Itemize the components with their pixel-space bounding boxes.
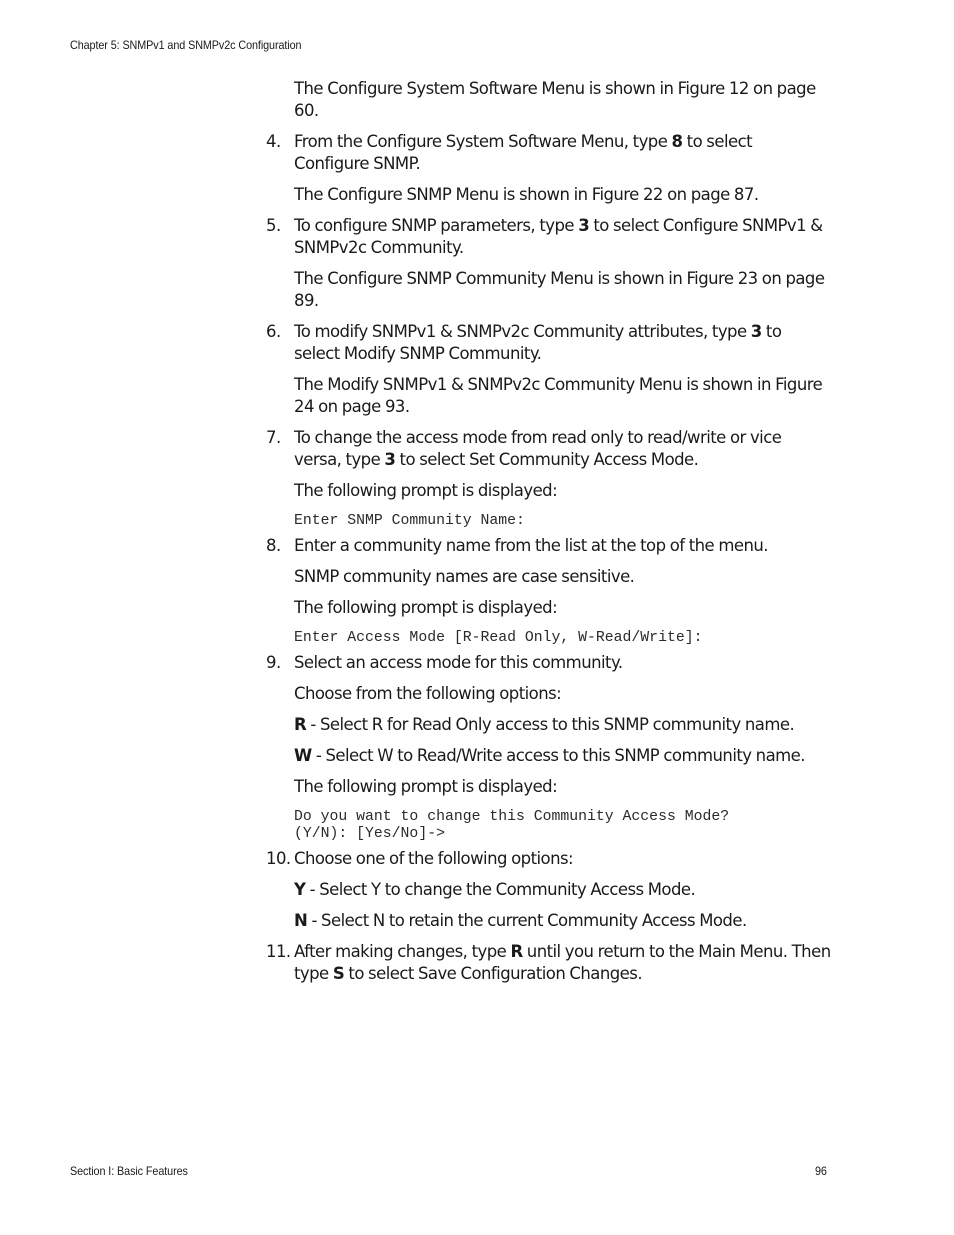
key-command: R xyxy=(510,942,523,961)
step-number: 5. xyxy=(266,216,281,235)
prompt-community-name: Enter SNMP Community Name: xyxy=(294,513,525,529)
step-6: 6. To modify SNMPv1 & SNMPv2c Community attributes, type 3 to select Modify SNMP Community. xyxy=(266,322,782,363)
step-10: 10. Choose one of the following options: xyxy=(266,849,574,868)
step-7: 7. To change the access mode from read only to read/write or vice versa, type 3 to select Set Community Access Mode. xyxy=(266,428,782,469)
step-5: 5. To configure SNMP parameters, type 3 to select Configure SNMPv1 & SNMPv2c Community. xyxy=(266,216,823,257)
option-key: R xyxy=(294,715,307,734)
step-8: 8. Enter a community name from the list at the top of the menu. xyxy=(266,536,768,555)
intro-paragraph: The Configure System Software Menu is shown in Figure 12 on page 60. xyxy=(294,79,816,120)
step-number: 7. xyxy=(266,428,281,447)
prompt-access-mode: Enter Access Mode [R-Read Only, W-Read/Write]: xyxy=(294,630,703,646)
step-number: 8. xyxy=(266,536,281,555)
key-command: 3 xyxy=(578,216,590,235)
key-command: 8 xyxy=(671,132,683,151)
step-9: 9. Select an access mode for this community. xyxy=(266,653,623,672)
step-number: 11. xyxy=(266,942,291,961)
step-number: 6. xyxy=(266,322,281,341)
key-command: S xyxy=(332,964,345,983)
step-8-note-prompt: The following prompt is displayed: xyxy=(294,598,558,617)
option-read-only: R - Select R for Read Only access to this SNMP community name. xyxy=(294,715,795,734)
option-key: W xyxy=(294,746,312,765)
option-read-write: W - Select W to Read/Write access to this SNMP community name. xyxy=(294,746,805,765)
key-command: 3 xyxy=(750,322,762,341)
step-6-note: The Modify SNMPv1 & SNMPv2c Community Menu is shown in Figure 24 on page 93. xyxy=(294,375,823,416)
page-number: 96 xyxy=(815,1164,827,1178)
step-4-note: The Configure SNMP Menu is shown in Figure 22 on page 87. xyxy=(294,185,759,204)
key-command: 3 xyxy=(384,450,396,469)
option-no: N - Select N to retain the current Community Access Mode. xyxy=(294,911,747,930)
option-key: N xyxy=(294,911,308,930)
option-yes: Y - Select Y to change the Community Access Mode. xyxy=(294,880,696,899)
step-8-note-case: SNMP community names are case sensitive. xyxy=(294,567,635,586)
option-key: Y xyxy=(294,880,306,899)
prompt-change-mode: Do you want to change this Community Access Mode? (Y/N): [Yes/No]-> xyxy=(294,809,730,842)
running-header: Chapter 5: SNMPv1 and SNMPv2c Configuration xyxy=(70,38,302,52)
step-5-note: The Configure SNMP Community Menu is shown in Figure 23 on page 89. xyxy=(294,269,825,310)
step-number: 10. xyxy=(266,849,291,868)
step-9-choose: Choose from the following options: xyxy=(294,684,562,703)
step-4: 4. From the Configure System Software Menu, type 8 to select Configure SNMP. xyxy=(266,132,753,173)
step-7-note: The following prompt is displayed: xyxy=(294,481,558,500)
step-number: 9. xyxy=(266,653,281,672)
step-9-note: The following prompt is displayed: xyxy=(294,777,558,796)
step-number: 4. xyxy=(266,132,281,151)
footer-section: Section I: Basic Features xyxy=(70,1164,188,1178)
step-11: 11. After making changes, type R until you return to the Main Menu. Then type S to select Save Configuration Changes. xyxy=(266,942,831,983)
page-body xyxy=(266,78,831,985)
